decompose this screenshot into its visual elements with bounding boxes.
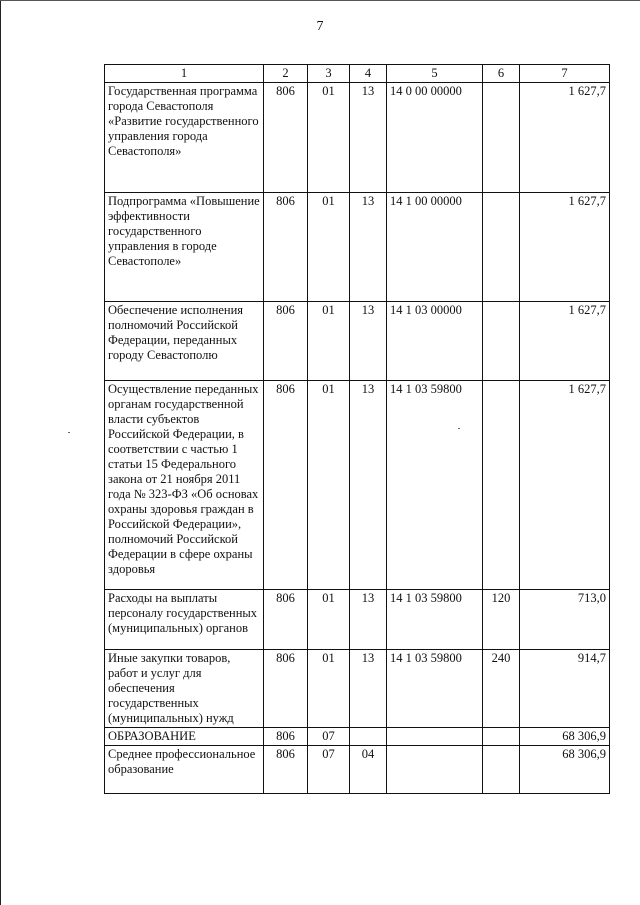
subsection-code: 04 xyxy=(350,746,387,794)
row-name: Обеспечение исполнения полномочий Российской Федерации, переданных городу Севастополю xyxy=(105,302,264,381)
amount: 1 627,7 xyxy=(520,193,610,302)
section-code: 01 xyxy=(308,590,350,650)
column-header: 4 xyxy=(350,65,387,83)
table-row xyxy=(105,83,610,193)
row-name: Подпрограмма «Повышение эффективности государственного управления в городе Севастополе» xyxy=(105,193,264,302)
expense-type xyxy=(483,381,520,590)
table-row xyxy=(105,302,610,381)
page-top-edge xyxy=(0,0,640,1)
subsection-code: 13 xyxy=(350,590,387,650)
ministry-code: 806 xyxy=(264,193,308,302)
column-header: 7 xyxy=(520,65,610,83)
column-header: 6 xyxy=(483,65,520,83)
scan-speck xyxy=(68,432,70,433)
ministry-code: 806 xyxy=(264,728,308,746)
scan-speck xyxy=(458,428,460,429)
amount: 1 627,7 xyxy=(520,83,610,193)
expense-type: 240 xyxy=(483,650,520,728)
section-code: 01 xyxy=(308,381,350,590)
amount: 1 627,7 xyxy=(520,302,610,381)
table-row xyxy=(105,381,610,590)
amount: 914,7 xyxy=(520,650,610,728)
expense-type xyxy=(483,83,520,193)
section-code: 07 xyxy=(308,746,350,794)
target-article: 14 1 03 59800 xyxy=(387,590,483,650)
subsection-code: 13 xyxy=(350,650,387,728)
ministry-code: 806 xyxy=(264,590,308,650)
target-article: 14 1 03 59800 xyxy=(387,650,483,728)
expense-type xyxy=(483,302,520,381)
ministry-code: 806 xyxy=(264,381,308,590)
section-code: 01 xyxy=(308,650,350,728)
amount: 1 627,7 xyxy=(520,381,610,590)
row-name: Расходы на выплаты персоналу государственных (муниципальных) органов xyxy=(105,590,264,650)
subsection-code: 13 xyxy=(350,193,387,302)
amount: 68 306,9 xyxy=(520,746,610,794)
row-name: Иные закупки товаров, работ и услуг для обеспечения государственных (муниципальных) нужд xyxy=(105,650,264,728)
target-article: 14 1 00 00000 xyxy=(387,193,483,302)
ministry-code: 806 xyxy=(264,302,308,381)
ministry-code: 806 xyxy=(264,650,308,728)
expense-type xyxy=(483,746,520,794)
section-code: 01 xyxy=(308,193,350,302)
table-row xyxy=(105,193,610,302)
subsection-code: 13 xyxy=(350,302,387,381)
section-code: 01 xyxy=(308,83,350,193)
column-number-row xyxy=(105,65,610,83)
row-name: ОБРАЗОВАНИЕ xyxy=(105,728,264,746)
row-name: Государственная программа города Севастополя «Развитие государственного управления города Севастополя» xyxy=(105,83,264,193)
target-article xyxy=(387,728,483,746)
subsection-code xyxy=(350,728,387,746)
target-article: 14 1 03 59800 xyxy=(387,381,483,590)
subsection-code: 13 xyxy=(350,83,387,193)
budget-table xyxy=(104,64,610,794)
subsection-code: 13 xyxy=(350,381,387,590)
page-left-edge xyxy=(0,0,1,905)
column-header: 2 xyxy=(264,65,308,83)
expense-type: 120 xyxy=(483,590,520,650)
column-header: 5 xyxy=(387,65,483,83)
amount: 68 306,9 xyxy=(520,728,610,746)
amount: 713,0 xyxy=(520,590,610,650)
target-article xyxy=(387,746,483,794)
column-header: 3 xyxy=(308,65,350,83)
table-row xyxy=(105,728,610,746)
column-header: 1 xyxy=(105,65,264,83)
ministry-code: 806 xyxy=(264,746,308,794)
row-name: Осуществление переданных органам государственной власти субъектов Российской Федерации, в соответствии с частью 1 статьи 15 Федерального закона от 21 ноября 2011 года № 323-ФЗ «Об основах охраны здоровья граждан в Российской Федерации», полномочий Российской Федерации в сфере охраны здоровья xyxy=(105,381,264,590)
table-row xyxy=(105,590,610,650)
target-article: 14 0 00 00000 xyxy=(387,83,483,193)
section-code: 07 xyxy=(308,728,350,746)
table-row xyxy=(105,650,610,728)
expense-type xyxy=(483,728,520,746)
expense-type xyxy=(483,193,520,302)
section-code: 01 xyxy=(308,302,350,381)
page-number: 7 xyxy=(316,19,324,34)
table-row xyxy=(105,746,610,794)
ministry-code: 806 xyxy=(264,83,308,193)
row-name: Среднее профессиональное образование xyxy=(105,746,264,794)
target-article: 14 1 03 00000 xyxy=(387,302,483,381)
